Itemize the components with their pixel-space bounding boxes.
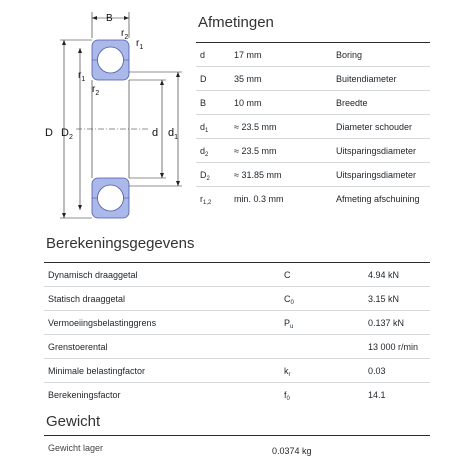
dimension-symbol-sub: 1,2 [203,199,212,206]
calculation-symbol-sub: 0 [290,299,294,306]
calculation-name: Minimale belastingfactor [44,359,280,383]
dimension-value: 35 mm [230,67,332,91]
label-D2: $D_2$ [61,127,73,141]
bearing-cross-section-drawing [36,4,188,226]
dimension-symbol-main: B [200,97,207,108]
calculation-row [44,263,430,287]
dimension-symbol [196,187,230,211]
calculation-symbol-main: C [284,269,291,280]
calculation-symbol-main: f [284,389,287,400]
dimension-label: Diameter schouder [332,115,430,139]
label-d: d [152,127,159,139]
dimension-value: ≈ 31.85 mm [230,163,332,187]
dimension-symbol-main: r [200,193,203,204]
label-d1: $d_1$ [168,127,179,141]
dimension-value: 17 mm [230,43,332,67]
calculation-value: 14.1 [364,383,430,407]
top-ball [98,47,124,73]
calculation-symbol-sub: u [290,323,294,330]
calculation-row [44,359,430,383]
label-B: B [106,13,113,24]
dimension-symbol [196,67,230,91]
dimension-value: ≈ 23.5 mm [230,139,332,163]
calculation-name: Grenstoerental [44,335,280,359]
calculation-symbol-sub: 0 [286,395,290,402]
dimension-symbol [196,163,230,187]
label-r2-side: $r_2$ [92,84,100,97]
dimension-symbol-sub: 2 [205,151,209,158]
dimension-row [196,115,430,139]
dimension-symbol [196,91,230,115]
dimensions-title: Afmetingen [198,14,274,31]
calculation-value: 0.03 [364,359,430,383]
calculation-value: 4.94 kN [364,263,430,287]
calculation-title: Berekeningsgegevens [46,235,195,252]
calculation-symbol [280,383,364,407]
dimension-symbol [196,139,230,163]
dimension-symbol [196,43,230,67]
dimension-label: Buitendiameter [332,67,430,91]
label-D: D [45,127,53,139]
weight-label: Gewicht lager [48,443,104,453]
dimension-symbol-main: d [200,49,206,60]
calculation-symbol-main: P [284,317,291,328]
dimension-symbol-sub: 2 [206,175,210,182]
dimension-symbol-main: D [200,169,207,180]
weight-divider [44,435,430,436]
dimension-label: Uitsparingsdiameter [332,163,430,187]
dimension-row [196,187,430,211]
label-r2-top: $r_2$ [121,28,129,41]
bottom-ring-section [92,178,129,218]
dimension-symbol-main: d [200,121,206,132]
calculation-symbol [280,287,364,311]
dimension-row [196,91,430,115]
calculation-name: Statisch draaggetal [44,287,280,311]
dimension-label: Breedte [332,91,430,115]
label-r1-side: $r_1$ [78,70,86,83]
calculation-row [44,383,430,407]
calculation-name: Vermoeiingsbelastinggrens [44,311,280,335]
calculation-symbol [280,311,364,335]
dimension-row [196,67,430,91]
calculation-row [44,287,430,311]
calculation-symbol-main: C [284,293,291,304]
dimension-symbol-main: d [200,145,206,156]
dimension-row [196,139,430,163]
dimension-label: Uitsparingsdiameter [332,139,430,163]
calculation-symbol [280,263,364,287]
calculation-row [44,311,430,335]
dimension-symbol-main: D [200,73,207,84]
calculation-name: Dynamisch draaggetal [44,263,280,287]
dimension-row [196,43,430,67]
dimension-symbol-sub: 1 [205,127,209,134]
calculation-symbol-main: k [284,365,289,376]
dimension-value: min. 0.3 mm [230,187,332,211]
calculation-symbol-sub: r [288,371,291,378]
calculation-value: 0.137 kN [364,311,430,335]
weight-title: Gewicht [46,413,101,430]
dimension-label: Afmeting afschuining [332,187,430,211]
calculation-value: 3.15 kN [364,287,430,311]
top-ring-section [92,40,129,80]
label-r1-top: $r_1$ [136,38,144,51]
calculation-table [44,262,430,407]
bottom-ball [98,185,124,211]
dimension-row [196,163,430,187]
dimension-label: Boring [332,43,430,67]
dimensions-table [196,42,430,211]
calculation-symbol [280,335,364,359]
dimension-value: ≈ 23.5 mm [230,115,332,139]
weight-value: 0.0374 kg [272,446,312,456]
dimension-value: 10 mm [230,91,332,115]
calculation-symbol [280,359,364,383]
calculation-row [44,335,430,359]
calculation-name: Berekeningsfactor [44,383,280,407]
dimension-symbol [196,115,230,139]
calculation-value: 13 000 r/min [364,335,430,359]
